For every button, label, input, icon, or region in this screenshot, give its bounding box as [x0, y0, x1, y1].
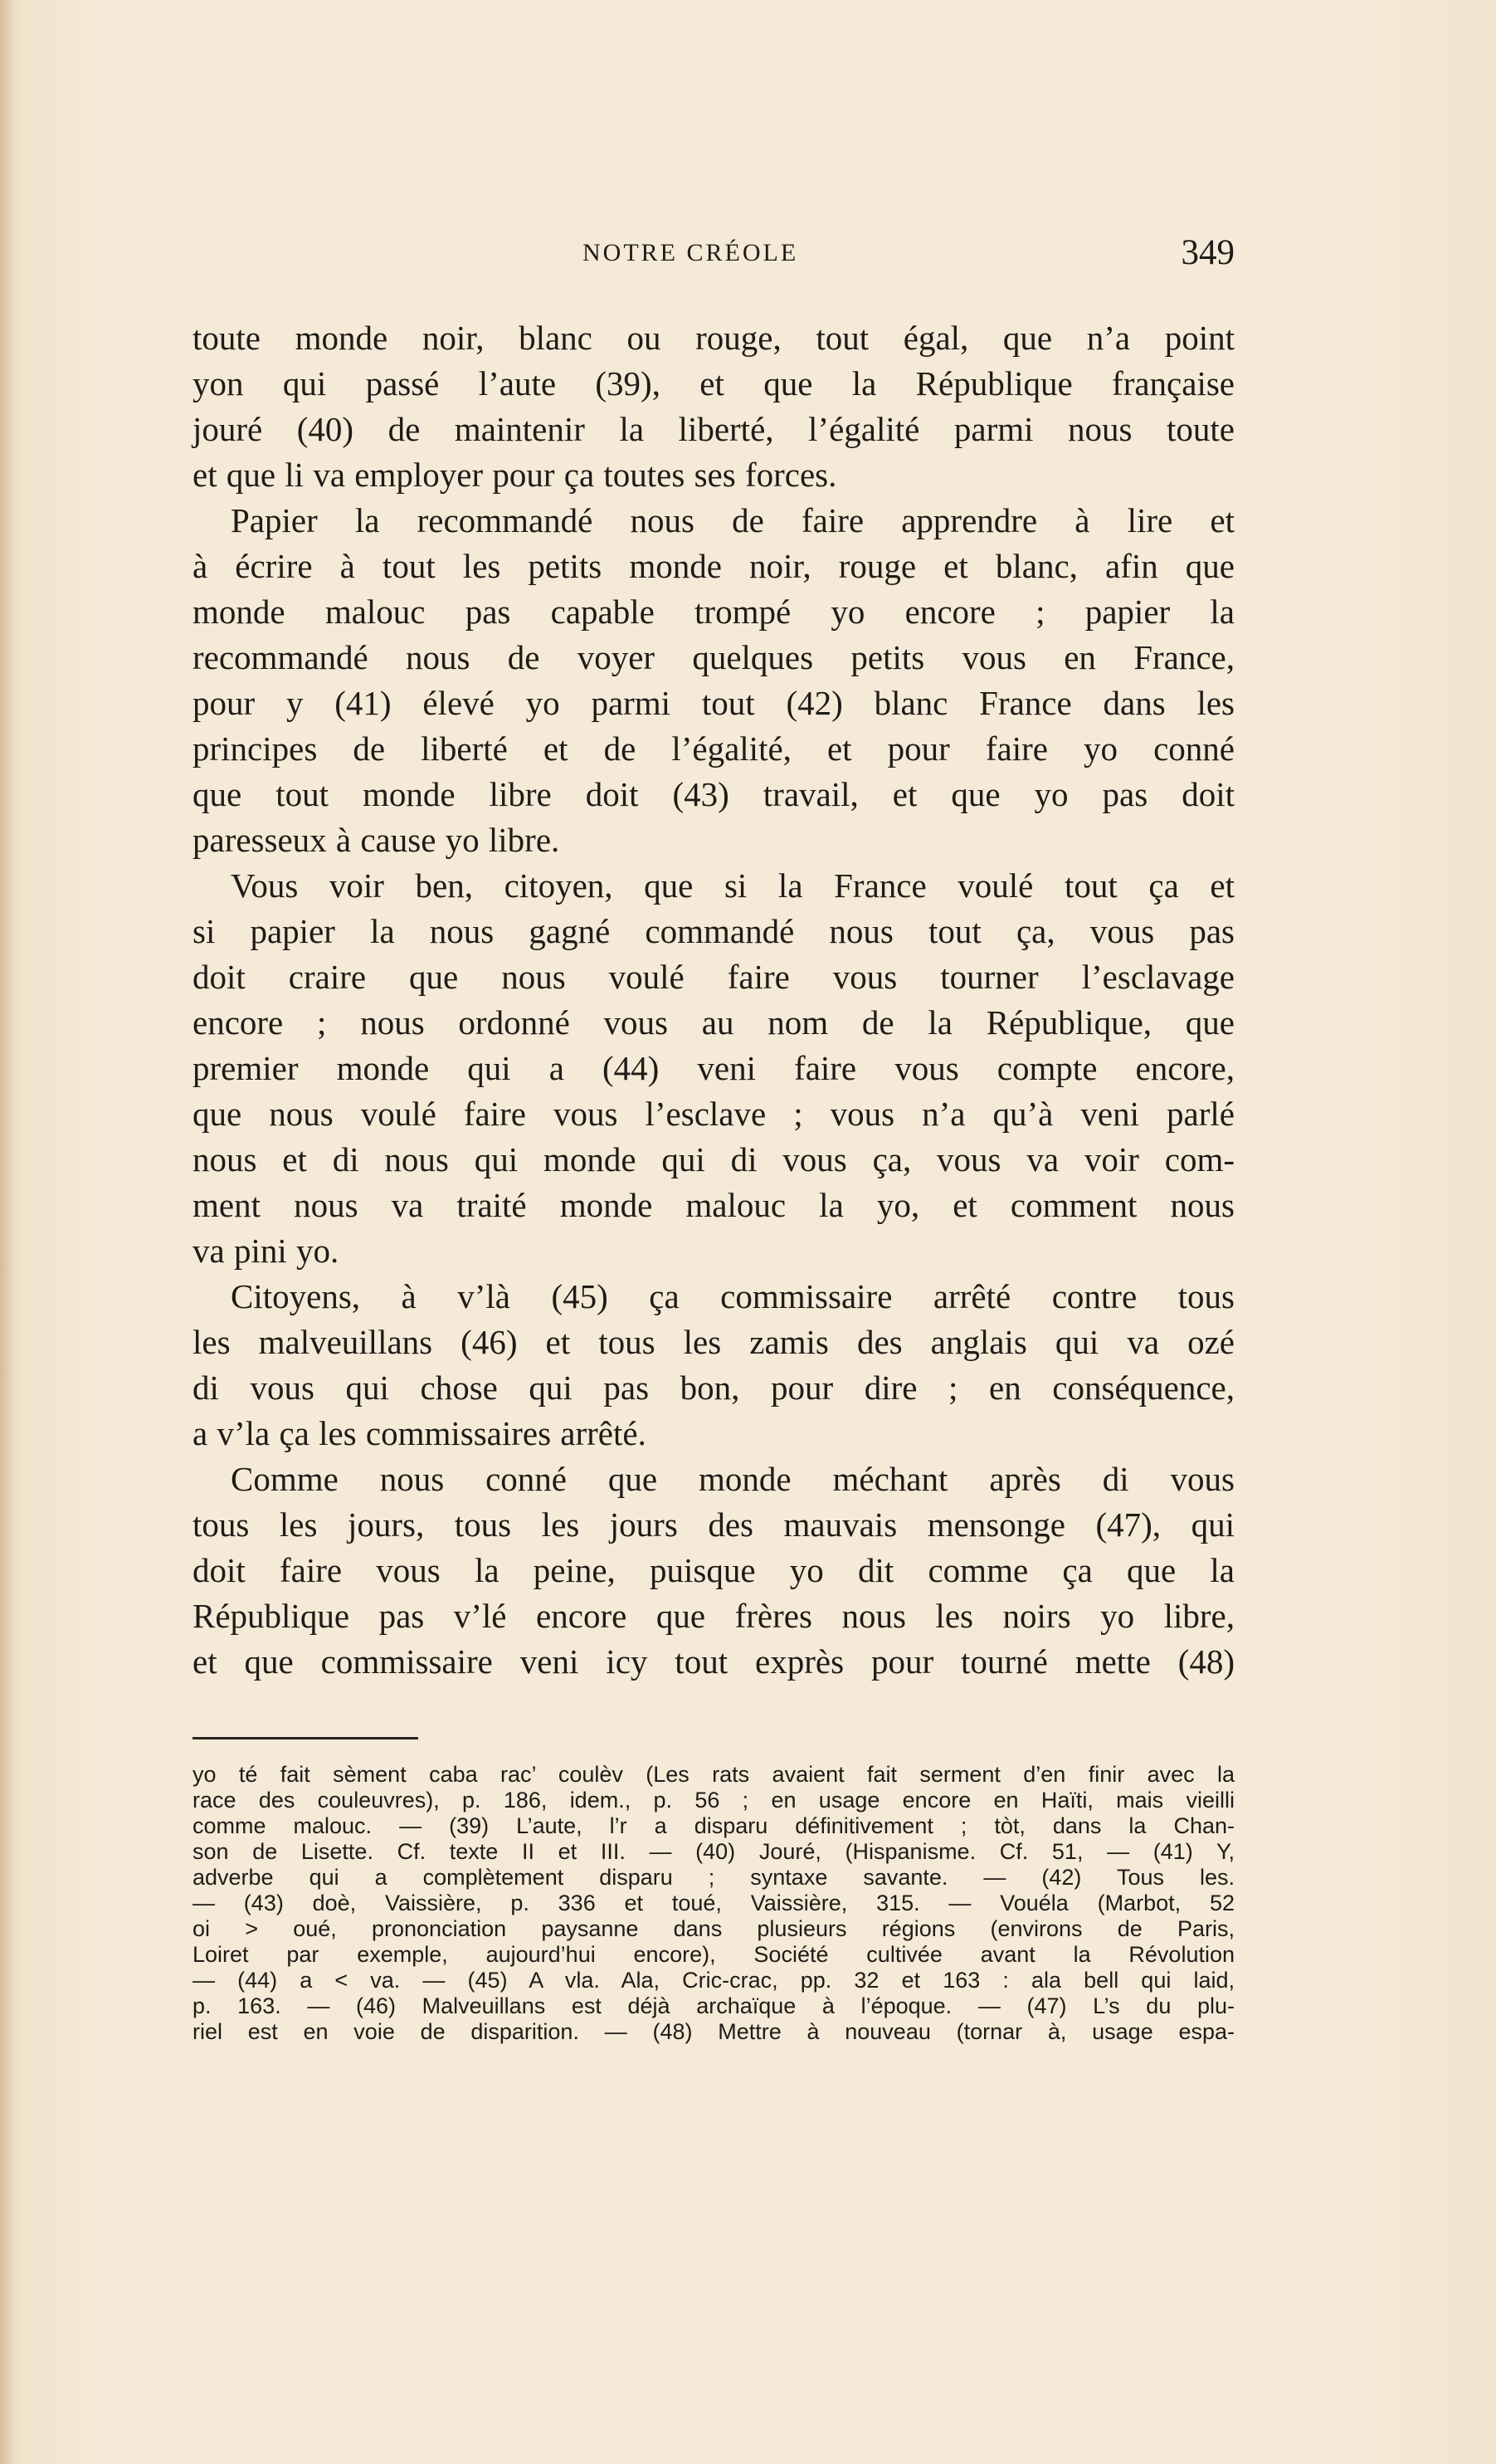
body-line: premier monde qui a (44) veni faire vous compte encore,	[192, 1049, 1235, 1087]
body-line: doit craire que nous voulé faire vous tourner l’esclavage	[192, 958, 1235, 996]
footnote-line: son de Lisette. Cf. texte II et III. — (40) Jouré, (Hispanisme. Cf. 51, — (41) Y,	[192, 1839, 1235, 1864]
footnote-line: riel est en voie de disparition. — (48) Mettre à nouveau (tornar à, usage espa-	[192, 2019, 1235, 2044]
body-line: toute monde noir, blanc ou rouge, tout égal, que n’a point	[192, 319, 1235, 357]
body-line: principes de liberté et de l’égalité, et pour faire yo conné	[192, 729, 1235, 768]
running-head: NOTRE CRÉOLE	[582, 239, 799, 266]
body-line: di vous qui chose qui pas bon, pour dire ; en conséquence,	[192, 1369, 1235, 1407]
body-line: yon qui passé l’aute (39), et que la République française	[192, 364, 1235, 403]
body-line: si papier la nous gagné commandé nous tout ça, vous pas	[192, 912, 1235, 950]
footnote-line: yo té fait sèment caba rac’ coulèv (Les rats avaient fait serment d’en finir avec la	[192, 1762, 1235, 1787]
page-number: 349	[1181, 233, 1235, 272]
body-line: a v’la ça les commissaires arrêté.	[192, 1414, 646, 1452]
body-line: va pini yo.	[192, 1232, 339, 1270]
body-line: que nous voulé faire vous l’esclave ; vous n’a qu’à veni parlé	[192, 1095, 1235, 1133]
footnote-line: comme malouc. — (39) L’aute, l’r a disparu définitivement ; tòt, dans la Chan-	[192, 1813, 1235, 1838]
footnote-line: — (44) a < va. — (45) A vla. Ala, Cric-crac, pp. 32 et 163 : ala bell qui laid,	[192, 1968, 1235, 1993]
footnotes	[192, 1762, 1235, 2045]
body-line: jouré (40) de maintenir la liberté, l’égalité parmi nous toute	[192, 410, 1235, 448]
body-line: les malveuillans (46) et tous les zamis des anglais qui va ozé	[192, 1323, 1235, 1361]
footnote-line: — (43) doè, Vaissière, p. 336 et toué, Vaissière, 315. — Vouéla (Marbot, 52	[192, 1891, 1235, 1915]
body-line: monde malouc pas capable trompé yo encore ; papier la	[192, 593, 1235, 631]
body-line: Comme nous conné que monde méchant après di vous	[231, 1460, 1235, 1498]
body-line: recommandé nous de voyer quelques petits vous en France,	[192, 638, 1235, 676]
body-line: et que commissaire veni icy tout exprès pour tourné mette (48)	[192, 1642, 1235, 1681]
page-header	[192, 232, 1235, 282]
body-line: Vous voir ben, citoyen, que si la France voulé tout ça et	[231, 866, 1235, 905]
footnote-line: race des couleuvres), p. 186, idem., p. 56 ; en usage encore en Haïti, mais vieilli	[192, 1788, 1235, 1813]
body-line: République pas v’lé encore que frères nous les noirs yo libre,	[192, 1597, 1235, 1635]
body-line: pour y (41) élevé yo parmi tout (42) blanc France dans les	[192, 684, 1235, 722]
body-line: à écrire à tout les petits monde noir, rouge et blanc, afin que	[192, 547, 1235, 585]
body-line: et que li va employer pour ça toutes ses forces.	[192, 456, 837, 494]
footnote-line: Loiret par exemple, aujourd’hui encore), Société cultivée avant la Révolution	[192, 1942, 1235, 1967]
footnote-separator	[192, 1737, 418, 1739]
body-line: Citoyens, à v’là (45) ça commissaire arrêté contre tous	[231, 1277, 1235, 1315]
body-line: que tout monde libre doit (43) travail, et que yo pas doit	[192, 775, 1235, 813]
footnote-line: oi > oué, prononciation paysanne dans plusieurs régions (environs de Paris,	[192, 1916, 1235, 1941]
body-line: nous et di nous qui monde qui di vous ça, vous va voir com-	[192, 1140, 1235, 1178]
body-line: Papier la recommandé nous de faire apprendre à lire et	[231, 501, 1235, 539]
body-line: tous les jours, tous les jours des mauvais mensonge (47), qui	[192, 1505, 1235, 1544]
body-line: paresseux à cause yo libre.	[192, 821, 560, 859]
body-line: encore ; nous ordonné vous au nom de la République, que	[192, 1003, 1235, 1042]
page-gutter-shadow	[0, 0, 15, 2464]
body-line: doit faire vous la peine, puisque yo dit comme ça que la	[192, 1551, 1235, 1589]
body-line: ment nous va traité monde malouc la yo, et comment nous	[192, 1186, 1235, 1224]
footnote-line: p. 163. — (46) Malveuillans est déjà archaïque à l’époque. — (47) L’s du plu-	[192, 1993, 1235, 2018]
body-text	[192, 315, 1235, 1685]
footnote-line: adverbe qui a complètement disparu ; syntaxe savante. — (42) Tous les.	[192, 1865, 1235, 1890]
